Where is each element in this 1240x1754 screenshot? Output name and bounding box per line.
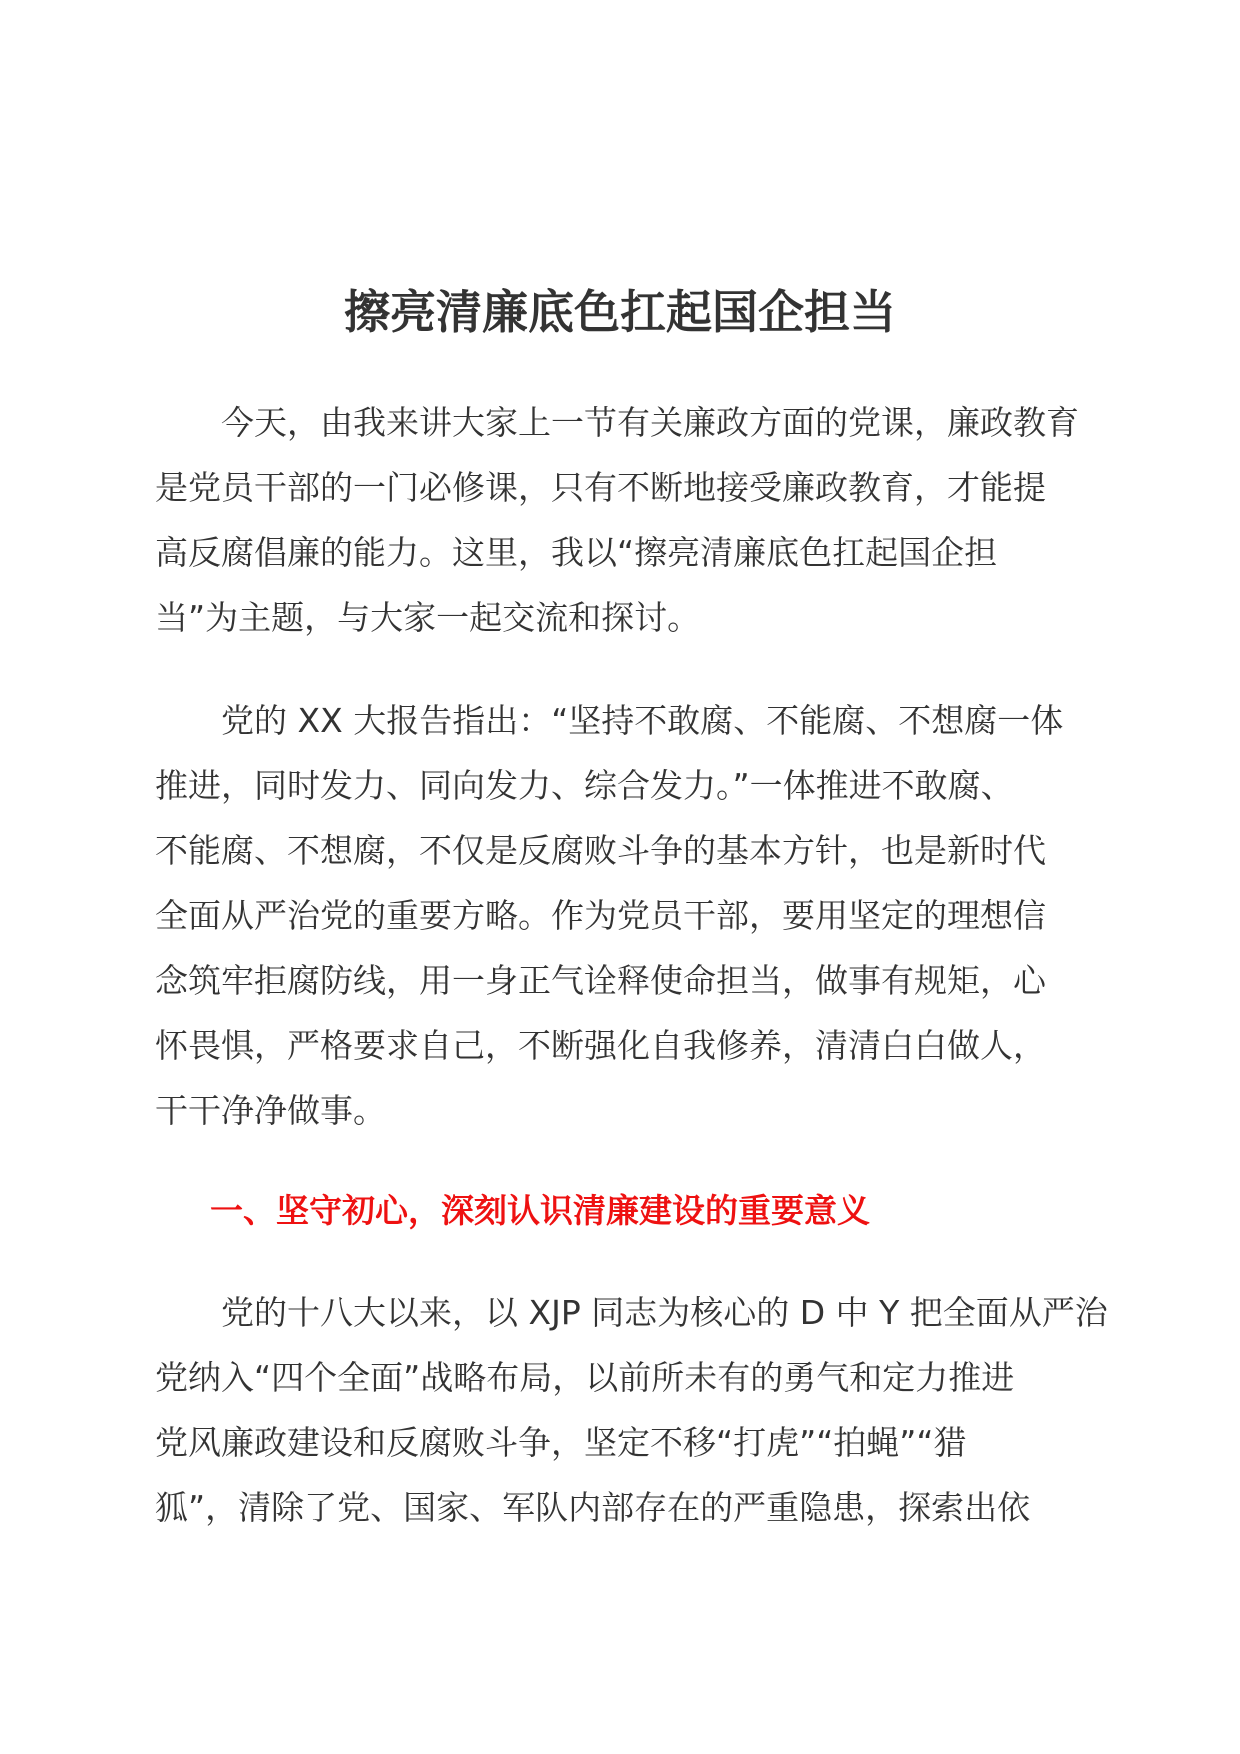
paragraph-line: 干干净净做事。 bbox=[155, 1091, 386, 1130]
paragraph-line: 是党员干部的一门必修课，只有不断地接受廉政教育，才能提 bbox=[155, 468, 1046, 507]
paragraph-line: 念筑牢拒腐防线，用一身正气诠释使命担当，做事有规矩，心 bbox=[155, 961, 1046, 1000]
paragraph-line: 党的十八大以来，以 XJP 同志为核心的 D 中 Y 把全面从严治 bbox=[155, 1293, 1108, 1332]
paragraph-line: 狐”，清除了党、国家、军队内部存在的严重隐患，探索出依 bbox=[155, 1488, 1031, 1527]
paragraph-line: 高反腐倡廉的能力。这里，我以“擦亮清廉底色扛起国企担 bbox=[155, 533, 998, 572]
document-title: 擦亮清廉底色扛起国企担当 bbox=[344, 285, 896, 339]
section-heading: 一、坚守初心，深刻认识清廉建设的重要意义 bbox=[210, 1191, 870, 1230]
paragraph-line: 推进，同时发力、同向发力、综合发力。”一体推进不敢腐、 bbox=[155, 766, 1014, 805]
paragraph-3 bbox=[155, 1280, 1108, 1540]
paragraph-1 bbox=[155, 390, 1095, 650]
paragraph-line: 党纳入“四个全面”战略布局，以前所未有的勇气和定力推进 bbox=[155, 1358, 1015, 1397]
paragraph-line: 怀畏惧，严格要求自己，不断强化自我修养，清清白白做人， bbox=[155, 1026, 1046, 1065]
paragraph-line: 不能腐、不想腐，不仅是反腐败斗争的基本方针，也是新时代 bbox=[155, 831, 1046, 870]
paragraph-line: 全面从严治党的重要方略。作为党员干部，要用坚定的理想信 bbox=[155, 896, 1046, 935]
paragraph-line: 党的 XX 大报告指出：“坚持不敢腐、不能腐、不想腐一体 bbox=[155, 701, 1064, 740]
paragraph-line: 今天，由我来讲大家上一节有关廉政方面的党课，廉政教育 bbox=[155, 403, 1079, 442]
paragraph-2 bbox=[155, 688, 1095, 1143]
paragraph-line: 当”为主题，与大家一起交流和探讨。 bbox=[155, 598, 701, 637]
paragraph-line: 党风廉政建设和反腐败斗争，坚定不移“打虎”“拍蝇”“猎 bbox=[155, 1423, 967, 1462]
